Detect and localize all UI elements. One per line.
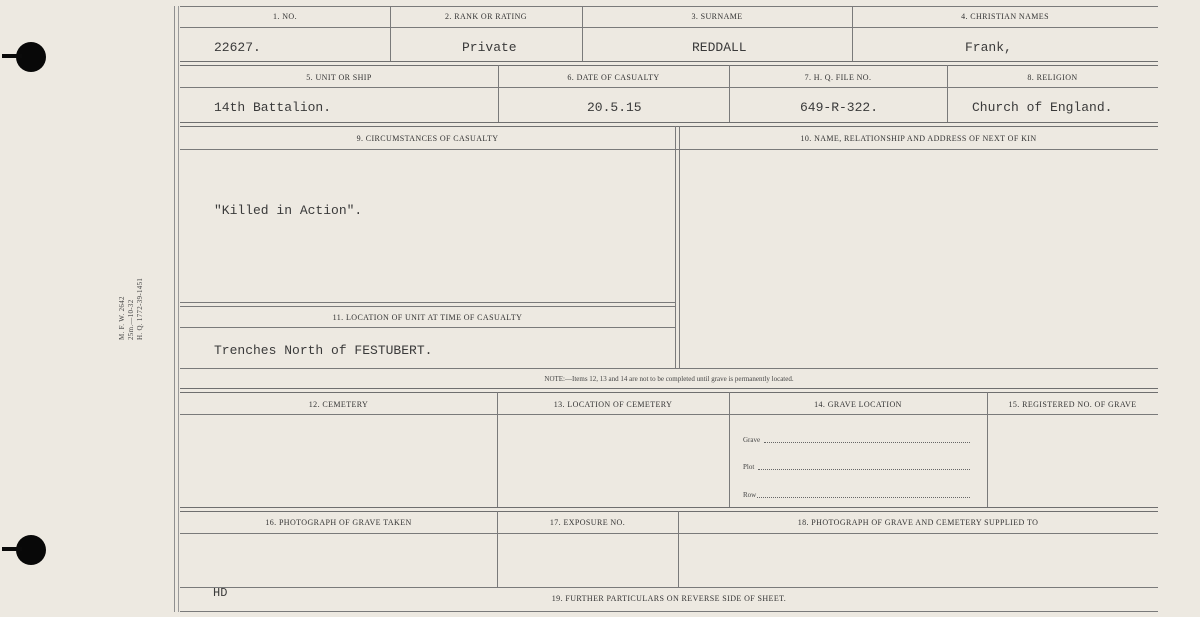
punch-hole-top <box>16 42 46 72</box>
rule <box>987 392 988 508</box>
header-location-of-cemetery: 13. LOCATION OF CEMETERY <box>553 400 673 409</box>
location-of-unit-value: Trenches North of FESTUBERT. <box>214 343 433 358</box>
rule <box>180 6 1158 7</box>
rule <box>180 368 1158 369</box>
punch-hole-bottom <box>16 535 46 565</box>
header-cemetery: 12. CEMETERY <box>308 400 369 409</box>
hq-file-value: 649-R-322. <box>800 100 879 115</box>
header-no: 1. NO. <box>273 12 297 21</box>
rule <box>180 611 1158 612</box>
rank-value: Private <box>462 40 517 55</box>
grave-label: Grave <box>743 436 761 444</box>
plot-line <box>758 469 970 470</box>
date-value: 20.5.15 <box>587 100 642 115</box>
rule <box>675 126 676 368</box>
grave-line <box>764 442 970 443</box>
rule <box>729 392 730 508</box>
margin-line <box>174 6 175 612</box>
circumstances-value: "Killed in Action". <box>214 203 363 218</box>
unit-value: 14th Battalion. <box>214 100 332 115</box>
rule <box>180 149 1158 150</box>
header-registered-no: 15. REGISTERED NO. OF GRAVE <box>1008 400 1137 409</box>
plot-label: Plot <box>743 463 755 471</box>
rule <box>180 122 1158 127</box>
religion-value: Church of England. <box>972 100 1113 115</box>
surname-value: REDDALL <box>692 40 747 55</box>
rule <box>180 587 1158 588</box>
header-christian-names: 4. CHRISTIAN NAMES <box>961 12 1049 21</box>
header-unit: 5. UNIT OR SHIP <box>306 73 372 82</box>
form-code: M. F. W. 2642 25m.—10-32 H. Q. 1772-39-1451 <box>118 277 144 340</box>
rule <box>180 388 1158 393</box>
rule <box>679 126 680 368</box>
clerk-initials: HD <box>213 586 228 600</box>
header-location-of-unit: 11. LOCATION OF UNIT AT TIME OF CASUALTY <box>332 313 523 322</box>
rule <box>497 392 498 508</box>
rule <box>180 302 675 303</box>
header-date: 6. DATE OF CASUALTY <box>567 73 660 82</box>
header-photograph-taken: 16. PHOTOGRAPH OF GRAVE TAKEN <box>265 518 412 527</box>
rule <box>180 507 1158 512</box>
header-exposure-no: 17. EXPOSURE NO. <box>549 518 626 527</box>
row-label: Row <box>743 491 757 499</box>
header-next-of-kin: 10. NAME, RELATIONSHIP AND ADDRESS OF NEXT OF KIN <box>800 134 1037 143</box>
rule <box>180 87 1158 88</box>
rule <box>180 414 1158 415</box>
rule <box>180 327 675 328</box>
header-religion: 8. RELIGION <box>1027 73 1078 82</box>
header-grave-location: 14. GRAVE LOCATION <box>814 400 902 409</box>
christian-names-value: Frank, <box>965 40 1012 55</box>
header-photograph-supplied: 18. PHOTOGRAPH OF GRAVE AND CEMETERY SUPPLIED TO <box>797 518 1039 527</box>
rule <box>180 533 1158 534</box>
rule <box>180 306 675 307</box>
note-text: NOTE:—Items 12, 13 and 14 are not to be completed until grave is permanently located. <box>544 375 794 383</box>
margin-line <box>178 6 179 612</box>
header-surname: 3. SURNAME <box>691 12 743 21</box>
service-number: 22627. <box>214 40 261 55</box>
further-particulars: 19. FURTHER PARTICULARS ON REVERSE SIDE OF SHEET. <box>551 594 787 603</box>
header-hq-file: 7. H. Q. FILE NO. <box>804 73 872 82</box>
row-line <box>757 497 970 498</box>
header-rank: 2. RANK OR RATING <box>445 12 527 21</box>
rule <box>180 61 1158 66</box>
header-circumstances: 9. CIRCUMSTANCES OF CASUALTY <box>356 134 499 143</box>
rule <box>180 27 1158 28</box>
